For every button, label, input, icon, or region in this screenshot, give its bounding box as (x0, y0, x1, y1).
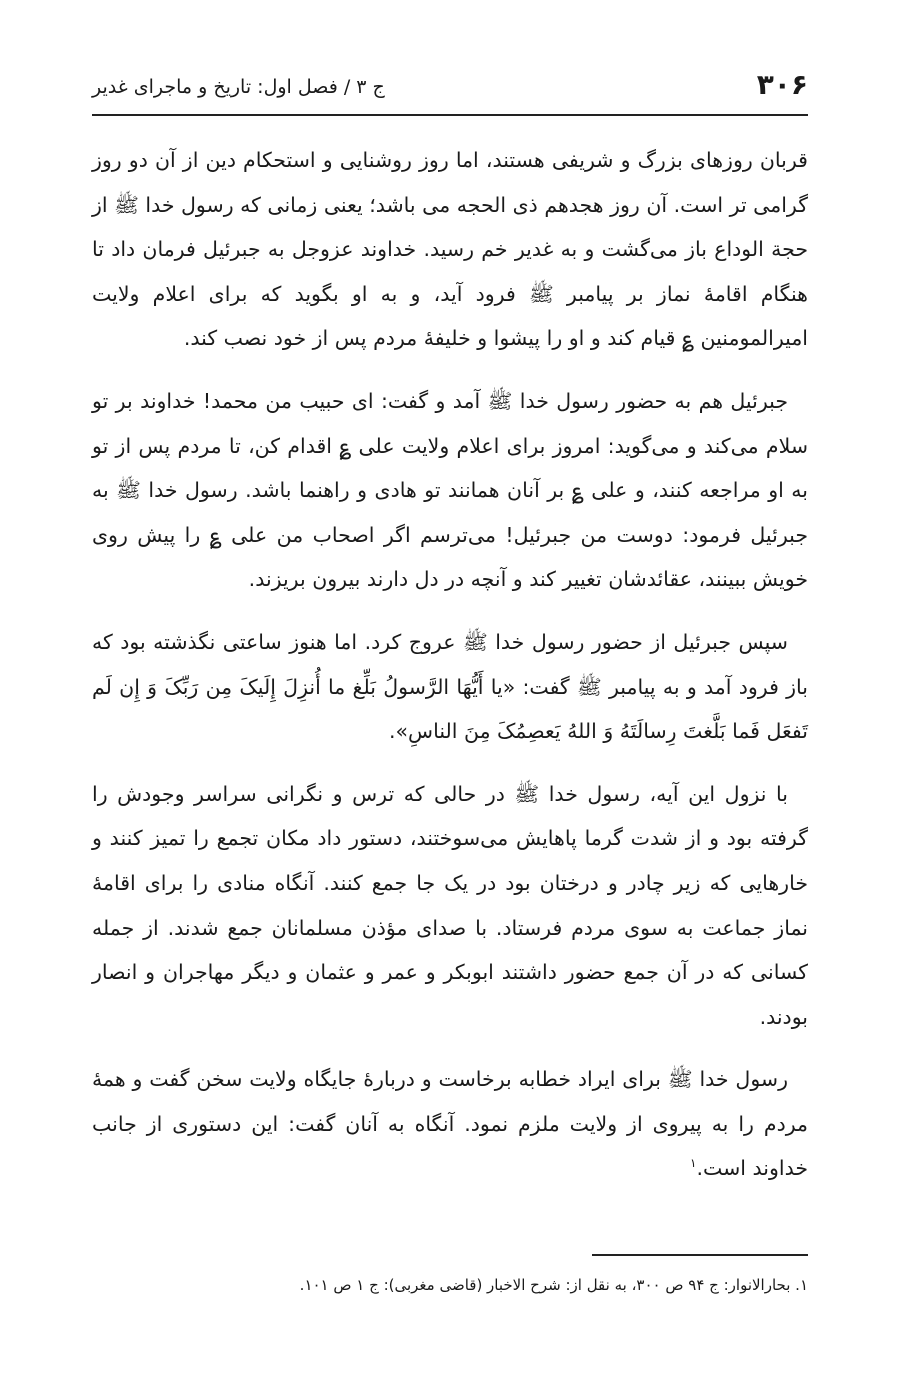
footnote-divider (592, 1254, 808, 1256)
body-text (92, 138, 808, 1209)
paragraph: قربان روزهای بزرگ و شریفی هستند، اما روز روشنایی و استحکام دین از آن دو روز گرامی تر است. آن روز هجدهم ذی الحجه می باشد؛ یعنی زمانی که رسول خدا ﷺ از حجة الوداع باز می‌گشت و به غدیر خم رسید. خداوند عزوجل به جبرئیل فرمان داد تا هنگام اقامهٔ نماز بر پیامبر ﷺ فرود آید، و به او بگوید که برای اعلام ولایت امیرالمومنین ؏ قیام کند و او را پیشوا و خلیفهٔ مردم پس از خود نصب کند. (92, 148, 808, 351)
page-number: ۳۰۶ (756, 68, 808, 101)
paragraph: با نزول این آیه، رسول خدا ﷺ در حالی که ترس و نگرانی سراسر وجودش را گرفته بود و از شدت گرما پاهایش می‌سوختند، دستور داد مکان تجمع را تمیز کنند و خارهایی که زیر چادر و درختان بود در یک جا جمع کنند. آنگاه منادی را برای اقامهٔ نماز جماعت به سوی مردم فرستاد. با صدای مؤذن مسلمانان جمع شدند. از جمله کسانی که در آن جمع حضور داشتند ابوبکر و عمر و عثمان و دیگر مهاجران و انصار بودند. (92, 781, 808, 1029)
paragraph: جبرئیل هم به حضور رسول خدا ﷺ آمد و گفت: ای حبیب من محمد! خداوند بر تو سلام می‌کند و می‌گوید: امروز برای اعلام ولایت علی ؏ اقدام کن، تا مردم پس از تو به او مراجعه کنند، و علی ؏ بر آنان همانند تو هادی و راهنما باشد. رسول خدا ﷺ به جبرئیل فرمود: دوست من جبرئیل! می‌ترسم اگر اصحاب من علی ؏ را پیش روی خویش ببینند، عقائدشان تغییر کند و آنچه در دل دارند بیرون بریزند. (92, 388, 808, 592)
paragraph-text: رسول خدا ﷺ برای ایراد خطابه برخاست و دربارهٔ جایگاه ولایت سخن گفت و همهٔ مردم را به پیروی از ولایت ملزم نمود. آنگاه به آنان گفت: این دستوری از جانب خداوند است. (92, 1067, 808, 1181)
paragraph: سپس جبرئیل از حضور رسول خدا ﷺ عروج کرد. اما هنوز ساعتی نگذشته بود که باز فرود آمد و به پیامبر ﷺ گفت: «یا أَیُّهَا الرَّسولُ بَلِّغ ما أُنزِلَ إِلَیکَ مِن رَبِّکَ وَ إِن لَم تَفعَل فَما بَلَّغتَ رِسالَتَهُ وَ اللهُ یَعصِمُکَ مِنَ الناسِ». (92, 629, 808, 744)
page-header (92, 62, 808, 116)
running-head: ج ۳ / فصل اول: تاریخ و ماجرای غدیر (92, 76, 385, 98)
footnote-marker: ۱ (690, 1156, 697, 1171)
footnote: ۱. بحارالانوار: ج ۹۴ ص ۳۰۰، به نقل از: شرح الاخبار (قاضی مغربی): ج ۱ ص ۱۰۱. (299, 1276, 808, 1294)
paragraph-with-footnote (92, 1057, 808, 1191)
